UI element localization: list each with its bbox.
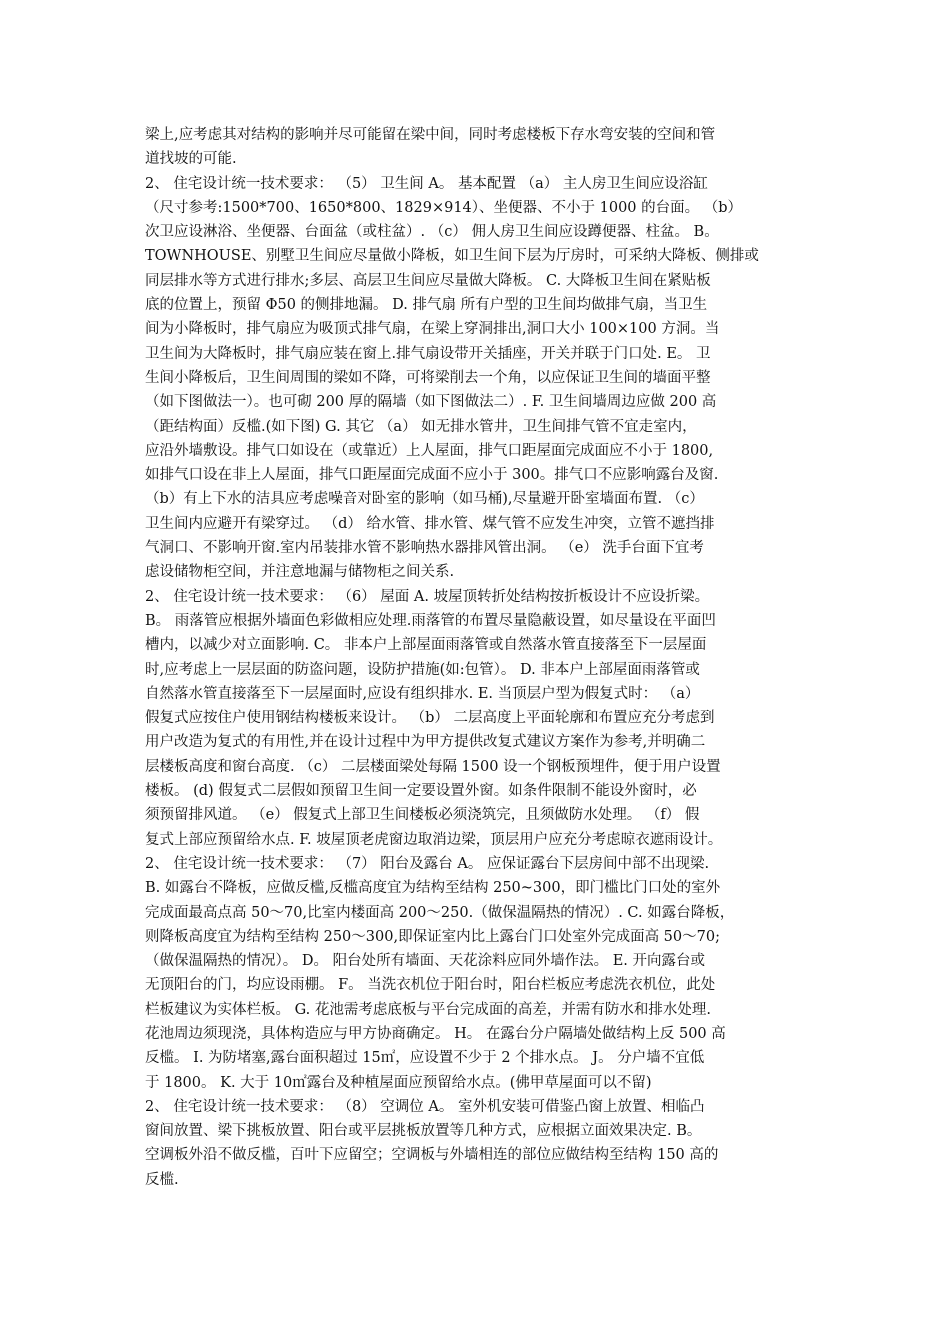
text-line: （如下图做法一）。也可砌 200 厚的隔墙（如下图做法二）. F. 卫生间墙周边应做 200 高 xyxy=(145,394,717,411)
text-line: 2、 住宅设计统一技术要求： （5） 卫生间 A。 基本配置 （a） 主人房卫生间应设浴缸 xyxy=(145,175,708,192)
text-line: 空调板外沿不做反槛，百叶下应留空；空调板与外墙相连的部位应做结构至结构 150 高的 xyxy=(145,1147,719,1164)
text-line: 卫生间为大降板时，排气扇应装在窗上.排气扇设带开关插座，开关并联于门口处. E。 卫 xyxy=(145,345,711,362)
text-line: 窗间放置、梁下挑板放置、阳台或平层挑板放置等几种方式，应根据立面效果决定. B。 xyxy=(145,1123,702,1140)
text-line: B. 如露台不降板，应做反槛,反槛高度宜为结构至结构 250~300，即门槛比门口处的室外 xyxy=(145,880,721,897)
text-line: 楼板。 (d) 假复式二层假如预留卫生间一定要设置外窗。如条件限制不能设外窗时，必 xyxy=(145,783,697,800)
text-line: 应沿外墙敷设。排气口如设在（或靠近）上人屋面，排气口距屋面完成面应不小于 1800, xyxy=(145,442,714,459)
text-line: （距结构面）反槛.(如下图) G. 其它 （a） 如无排水管井，卫生间排气管不宜走室内， xyxy=(145,418,697,435)
text-line: 反槛。 I. 为防堵塞,露台面积超过 15㎡，应设置不少于 2 个排水点。 J。 分户墙不宜低 xyxy=(145,1050,705,1067)
text-line: 虑设储物柜空间，并注意地漏与储物柜之间关系. xyxy=(145,564,455,581)
document-page xyxy=(145,123,845,1192)
text-line: B。 雨落管应根据外墙面色彩做相应处理.雨落管的布置尽量隐蔽设置，如尽量设在平面凹 xyxy=(145,612,716,629)
text-line: 槽内，以减少对立面影响. C。 非本户上部屋面雨落管或自然落水管直接落至下一层屋面 xyxy=(145,637,707,654)
text-line: 用户改造为复式的有用性,并在设计过程中为甲方提供改复式建议方案作为参考,并明确二 xyxy=(145,734,706,751)
text-line: 生间小降板后，卫生间周围的梁如不降，可将梁削去一个角，以应保证卫生间的墙面平整 xyxy=(145,369,711,386)
text-line: 次卫应设淋浴、坐便器、台面盆（或柱盆）. （c） 佣人房卫生间应设蹲便器、柱盆。 B。 xyxy=(145,224,719,241)
text-line: （尺寸参考:1500*700、1650*800、1829×914）、坐便器、不小于 1000 的台面。 （b） xyxy=(145,199,743,216)
text-line: 完成面最高点高 50～70,比室内楼面高 200～250.（做保温隔热的情况）. C. 如露台降板， xyxy=(145,904,735,921)
text-line: 间为小降板时，排气扇应为吸顶式排气扇，在梁上穿洞排出,洞口大小 100×100 方洞。当 xyxy=(145,321,720,338)
text-line: 花池周边须现浇，具体构造应与甲方协商确定。 H。 在露台分户隔墙处做结构上反 500 高 xyxy=(145,1025,726,1042)
text-line: 于 1800。 K. 大于 10㎡露台及种植屋面应预留给水点。(佛甲草屋面可以不留) xyxy=(145,1074,652,1091)
text-line: 无顶阳台的门，均应设雨棚。 F。 当洗衣机位于阳台时，阳台栏板应考虑洗衣机位，此处 xyxy=(145,977,716,994)
text-line: 底的位置上，预留 Φ50 的侧排地漏。 D. 排气扇 所有户型的卫生间均做排气扇，当卫生 xyxy=(145,297,708,314)
text-line: 反槛. xyxy=(145,1171,179,1188)
text-line: 复式上部应预留给水点. F. 坡屋顶老虎窗边取消边梁，顶层用户应充分考虑晾衣遮雨设计。 xyxy=(145,831,723,848)
text-line: TOWNHOUSE、别墅卫生间应尽量做小降板，如卫生间下层为厅房时，可采纳大降板、侧排或 xyxy=(145,248,759,265)
text-line: 同层排水等方式进行排水;多层、高层卫生间应尽量做大降板。 C. 大降板卫生间在紧贴板 xyxy=(145,272,711,289)
text-line: 2、 住宅设计统一技术要求： （7） 阳台及露台 A。 应保证露台下层房间中部不出现梁. xyxy=(145,855,710,872)
text-line: 梁上,应考虑其对结构的影响并尽可能留在梁中间，同时考虑楼板下存水弯安装的空间和管 xyxy=(145,127,716,143)
text-line: 则降板高度宜为结构至结构 250～300,即保证室内比上露台门口处室外完成面高 50～70; xyxy=(145,928,720,945)
text-line: 须预留排风道。 （e） 假复式上部卫生间楼板必须浇筑完，且须做防水处理。 （f） 假 xyxy=(145,807,700,824)
text-line: 道找坡的可能. xyxy=(145,151,237,168)
text-line: （b）有上下水的洁具应考虑噪音对卧室的影响（如马桶),尽量避开卧室墙面布置. （c） xyxy=(145,491,704,508)
text-line: 气洞口、不影响开窗.室内吊装排水管不影响热水器排风管出洞。 （e） 洗手台面下宜考 xyxy=(145,540,704,557)
text-line: 层楼板高度和窗台高度. （c） 二层楼面梁处每隔 1500 设一个钢板预埋件，便于用户设置 xyxy=(145,758,721,775)
text-line: 时,应考虑上一层层面的防盗问题，设防护措施(如:包管）。 D. 非本户上部屋面雨落管或 xyxy=(145,661,700,678)
text-line: 2、 住宅设计统一技术要求： （8） 空调位 A。 室外机安装可借鉴凸窗上放置、相临凸 xyxy=(145,1098,705,1115)
text-line: 假复式应按住户使用钢结构楼板来设计。 （b） 二层高度上平面轮廓和布置应充分考虑到 xyxy=(145,710,715,727)
text-line: 如排气口设在非上人屋面，排气口距屋面完成面不应小于 300。排气口不应影响露台及窗. xyxy=(145,467,719,484)
text-line: 自然落水管直接落至下一层屋面时,应设有组织排水. E. 当顶层户型为假复式时： （a） xyxy=(145,685,700,702)
text-line: （做保温隔热的情况）。 D。 阳台处所有墙面、天花涂料应同外墙作法。 E. 开向露台或 xyxy=(145,953,706,970)
text-line: 卫生间内应避开有梁穿过。 （d） 给水管、排水管、煤气管不应发生冲突，立管不遮挡排 xyxy=(145,515,715,532)
text-line: 2、 住宅设计统一技术要求： （6） 屋面 A. 坡屋顶转折处结构按折板设计不应设折梁。 xyxy=(145,588,710,605)
text-line: 栏板建议为实体栏板。 G. 花池需考虑底板与平台完成面的高差，并需有防水和排水处理. xyxy=(145,1001,711,1018)
